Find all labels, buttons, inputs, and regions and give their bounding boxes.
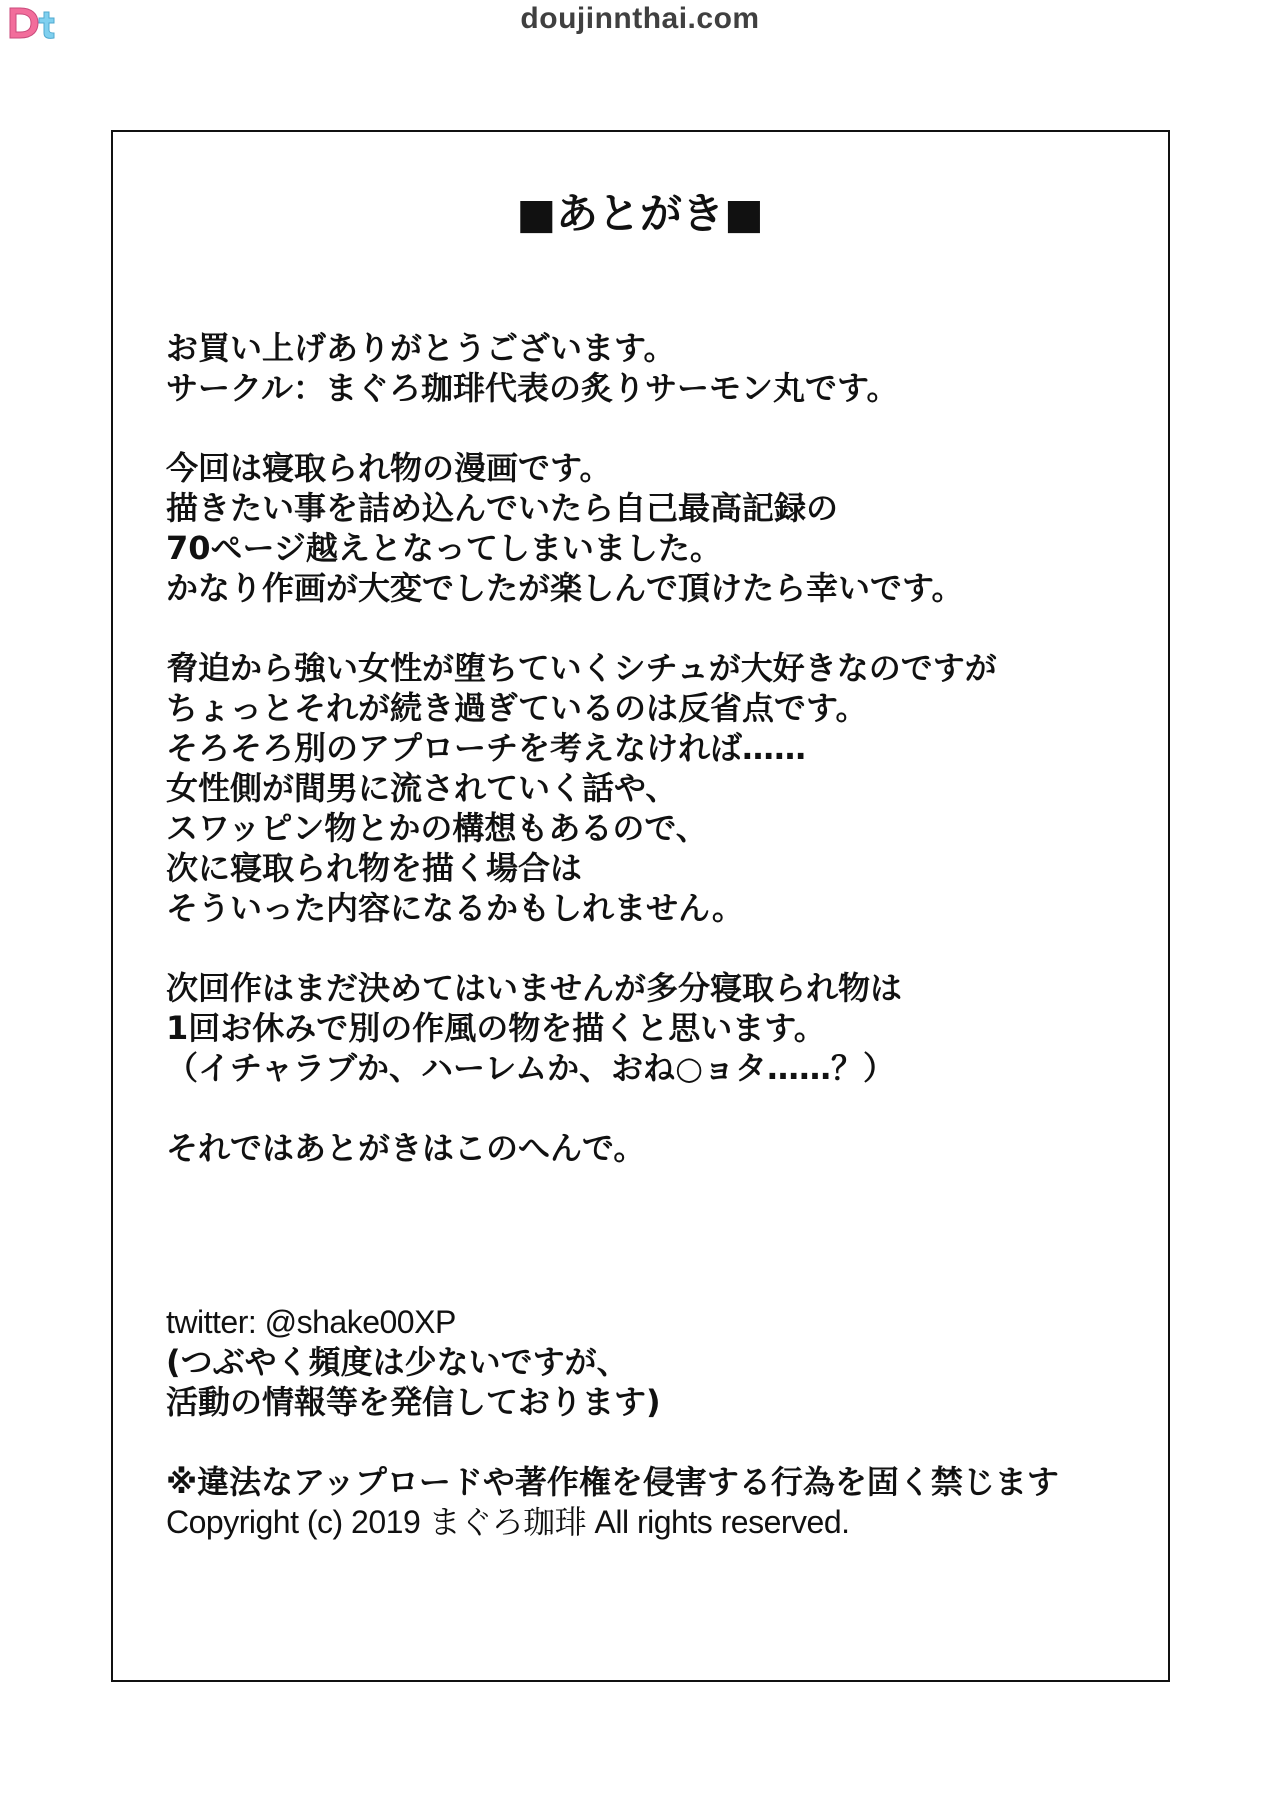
text-line: 次に寝取られ物を描く場合は bbox=[166, 849, 583, 887]
paragraph-copyright bbox=[166, 1462, 1156, 1542]
site-name[interactable]: doujinnthai.com bbox=[520, 2, 760, 35]
text-line: 70ページ越えとなってしまいました。 bbox=[166, 529, 722, 567]
paragraph-this-work bbox=[166, 448, 1156, 608]
text-line: それではあとがきはこのへんで。 bbox=[166, 1129, 646, 1167]
spacer bbox=[166, 1208, 1156, 1302]
text-line: 次回作はまだ決めてはいませんが多分寝取られ物は bbox=[166, 969, 903, 1007]
text-line: そういった内容になるかもしれません。 bbox=[166, 889, 744, 927]
text-line: サークル：まぐろ珈琲代表の炙りサーモン丸です。 bbox=[166, 369, 899, 407]
text-line: 女性側が間男に流されていく話や、 bbox=[166, 769, 678, 807]
paragraph-social bbox=[166, 1302, 1156, 1422]
copyright-line: Copyright (c) 2019 まぐろ珈琲 All rights reserved. bbox=[166, 1504, 850, 1540]
text-line: ちょっとそれが続き過ぎているのは反省点です。 bbox=[166, 689, 868, 727]
paragraph-closing bbox=[166, 1128, 1156, 1168]
twitter-handle[interactable]: twitter: @shake00XP bbox=[166, 1304, 456, 1340]
afterword-body bbox=[166, 328, 1156, 1582]
paragraph-greeting bbox=[166, 328, 1156, 408]
text-line: 活動の情報等を発信しております) bbox=[166, 1383, 661, 1421]
text-line: 脅迫から強い女性が堕ちていくシチュが大好きなのですが bbox=[166, 649, 997, 687]
text-line: 今回は寝取られ物の漫画です。 bbox=[166, 449, 612, 487]
text-line: お買い上げありがとうございます。 bbox=[166, 329, 676, 367]
text-line: （イチャラブか、ハーレムか、おね○ョタ……？） bbox=[166, 1049, 896, 1087]
text-line: (つぶやく頻度は少ないですが、 bbox=[166, 1343, 629, 1381]
text-line: そろそろ別のアプローチを考えなければ…… bbox=[166, 729, 807, 767]
text-line: 1回お休みで別の作風の物を描くと思います。 bbox=[166, 1009, 826, 1047]
paragraph-reflection bbox=[166, 648, 1156, 928]
paragraph-next-work bbox=[166, 968, 1156, 1088]
text-line: スワッピン物とかの構想もあるので、 bbox=[166, 809, 708, 847]
text-line: 描きたい事を詰め込んでいたら自己最高記録の bbox=[166, 489, 839, 527]
afterword-heading: ■あとがき■ bbox=[516, 189, 764, 238]
text-line: かなり作画が大変でしたが楽しんで頂けたら幸いです。 bbox=[166, 569, 964, 607]
notice-line: ※違法なアップロードや著作権を侵害する行為を固く禁じます bbox=[166, 1463, 1059, 1501]
